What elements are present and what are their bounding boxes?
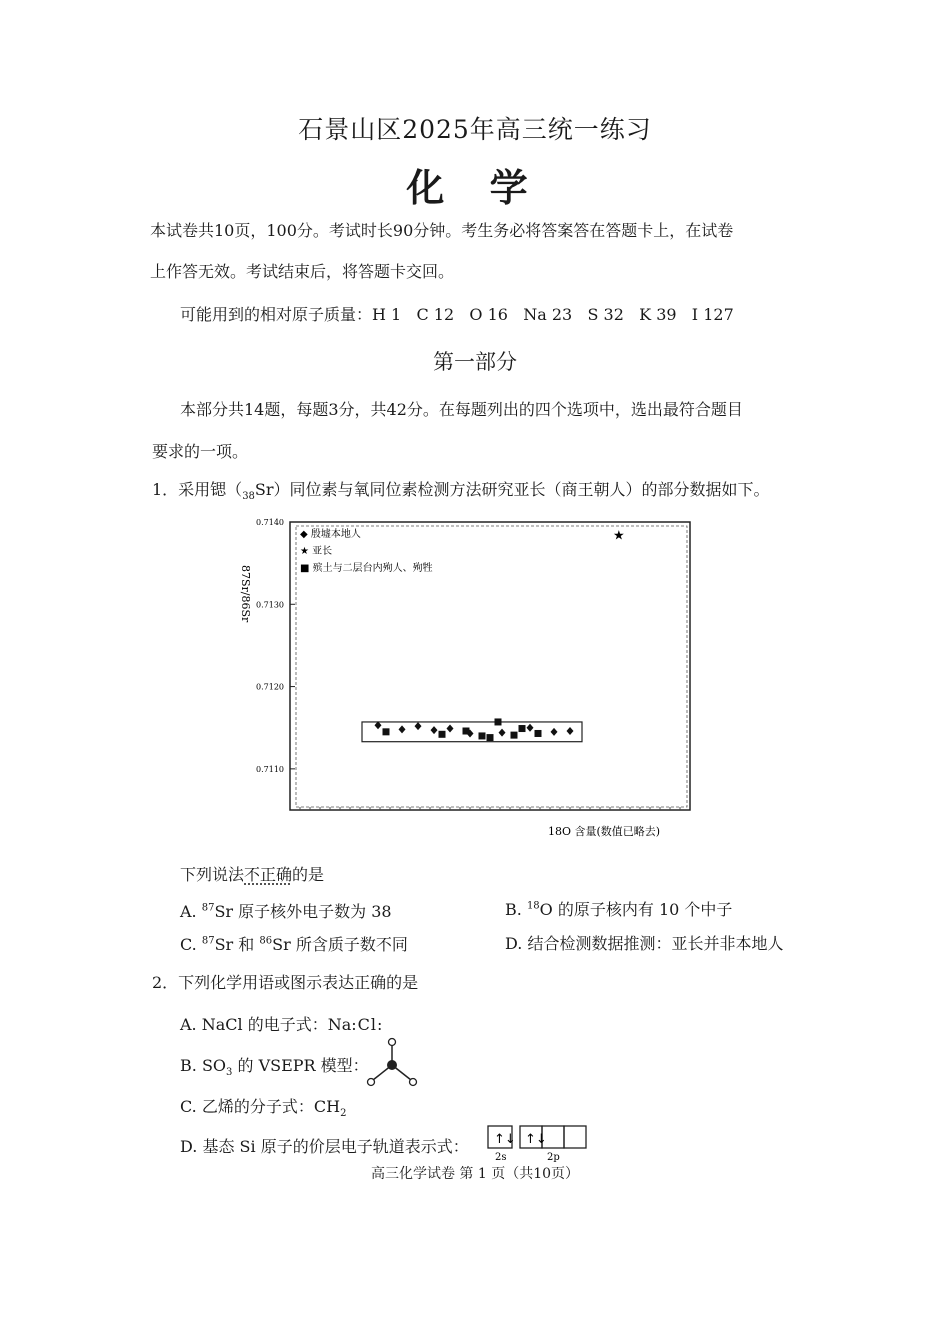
chart-point-diamond	[447, 725, 454, 733]
chart-point-diamond	[551, 728, 558, 736]
part-title: 第一部分	[433, 350, 517, 374]
chart-point-square	[439, 731, 446, 738]
q1-option-d-letter: D.	[505, 934, 523, 953]
q2-option-c-pre: 乙烯的分子式：CH	[201, 1097, 341, 1116]
q2-option-a-text: NaCl 的电子式：Na	[201, 1015, 352, 1034]
chart-point-square	[535, 730, 542, 737]
q1-prompt-emph: 不正确	[244, 865, 293, 884]
chart-point-square	[479, 732, 486, 739]
q1-option-d[interactable]	[505, 931, 783, 954]
chart-ytick-label: 0.7120	[256, 682, 284, 692]
chart-xlabel: 18O 含量(数值已略去)	[548, 825, 661, 838]
chart-legend-entry: ◆ 殷墟本地人	[300, 529, 361, 540]
q2-option-a-letter: A.	[180, 1015, 197, 1034]
q2-option-d[interactable]	[180, 1134, 469, 1157]
q1-stem	[152, 477, 770, 502]
chart-point-diamond	[499, 729, 506, 737]
chart-point-square	[383, 728, 390, 735]
q2-option-c-sub: 2	[340, 1108, 347, 1120]
q1-option-b-letter: B.	[505, 900, 522, 919]
q2-option-b-sub: 3	[226, 1067, 233, 1079]
instruction-line-2: 上作答无效。考试结束后，将答题卡交回。	[150, 262, 455, 281]
q2-option-a-cl-dots: :Cl:	[351, 1015, 384, 1034]
chart-ytick-label: 0.7140	[256, 518, 284, 527]
exam-title: 石景山区2025年高三统一练习	[298, 115, 652, 144]
q1-option-b[interactable]	[505, 897, 732, 920]
q1-option-c-sup2: 86	[259, 935, 273, 947]
q1-prompt-a: 下列说法	[180, 865, 245, 884]
atomic-masses: 可能用到的相对原子质量：H 1 C 12 O 16 Na 23 S 32 K 39 I 127	[180, 305, 734, 324]
q1-option-a-text: Sr 原子核外电子数为 38	[214, 902, 392, 921]
chart-legend-entry: ★ 亚长	[300, 546, 333, 557]
chart-point-square	[487, 734, 494, 741]
q1-sr-sym: Sr	[254, 480, 274, 499]
page-footer: 高三化学试卷 第 1 页（共10页）	[370, 1166, 580, 1182]
svg-text:↑↓: ↑↓	[525, 1132, 547, 1147]
q2-option-d-letter: D.	[180, 1137, 198, 1156]
q2-option-b-letter: B.	[180, 1056, 197, 1075]
q2-option-b[interactable]	[180, 1053, 369, 1078]
chart-point-square	[511, 732, 518, 739]
q1-stem-post: ）同位素与氧同位素检测方法研究亚长（商王朝人）的部分数据如下。	[273, 480, 770, 499]
chart-ytick-label: 0.7130	[256, 600, 284, 610]
q2-option-b-pre: SO	[201, 1056, 227, 1075]
svg-text:2p: 2p	[547, 1152, 560, 1163]
q2-option-c[interactable]	[180, 1094, 346, 1119]
q2-option-b-post: 的 VSEPR 模型：	[232, 1056, 369, 1075]
chart-point-diamond	[431, 726, 438, 734]
q1-option-a-letter: A.	[180, 902, 197, 921]
chart-point-diamond	[415, 722, 422, 730]
si-orbital-diagram	[486, 1124, 590, 1164]
part-desc-1: 本部分共14题，每题3分，共42分。在每题列出的四个选项中，选出最符合题目	[180, 400, 743, 419]
q1-stem-pre: 1．采用锶（	[152, 480, 243, 499]
q2-stem: 2．下列化学用语或图示表达正确的是	[152, 973, 419, 992]
q2-option-a[interactable]	[180, 1012, 383, 1035]
svg-text:2s: 2s	[495, 1152, 507, 1163]
q1-option-c[interactable]	[180, 932, 408, 955]
q1-option-a[interactable]	[180, 899, 392, 922]
chart-point-square	[463, 728, 470, 735]
part-desc-2: 要求的一项。	[152, 442, 249, 461]
chart-point-diamond	[399, 725, 406, 733]
chart-ylabel: 87Sr/86Sr	[239, 565, 252, 623]
chart-point-diamond	[527, 724, 534, 732]
chart-point-star: ★	[613, 528, 625, 544]
svg-text:↑↓: ↑↓	[494, 1132, 516, 1147]
q1-option-c-sup1: 87	[201, 935, 215, 947]
q1-option-c-text: Sr 所含质子数不同	[272, 935, 408, 954]
subject-title: 化 学	[406, 165, 544, 210]
q1-option-b-sup: 18	[526, 900, 540, 912]
q1-option-c-letter: C.	[180, 935, 197, 954]
q1-option-d-text: 结合检测数据推测：亚长并非本地人	[527, 934, 784, 953]
q2-option-c-letter: C.	[180, 1097, 197, 1116]
instruction-line-1: 本试卷共10页，100分。考试时长90分钟。考生务必将答案答在答题卡上，在试卷	[150, 221, 734, 240]
q1-option-b-text: O 的原子核内有 10 个中子	[539, 900, 733, 919]
q1-option-a-sup: 87	[201, 902, 215, 914]
q1-option-c-mid: Sr 和	[214, 935, 260, 954]
q1-prompt	[180, 862, 324, 885]
chart-legend-entry: ■ 殡土与二层台内殉人、殉牲	[300, 563, 433, 574]
chart-ytick-label: 0.7110	[256, 764, 284, 774]
q2-option-d-text: 基态 Si 原子的价层电子轨道表示式：	[202, 1137, 469, 1156]
q1-sr-sub: 38	[242, 491, 255, 503]
q1-chart	[220, 505, 710, 850]
chart-point-diamond	[567, 727, 574, 735]
q1-prompt-b: 的是	[292, 865, 325, 884]
chart-point-square	[495, 718, 502, 725]
so3-vsepr-model-icon	[362, 1035, 422, 1090]
chart-point-square	[519, 725, 526, 732]
